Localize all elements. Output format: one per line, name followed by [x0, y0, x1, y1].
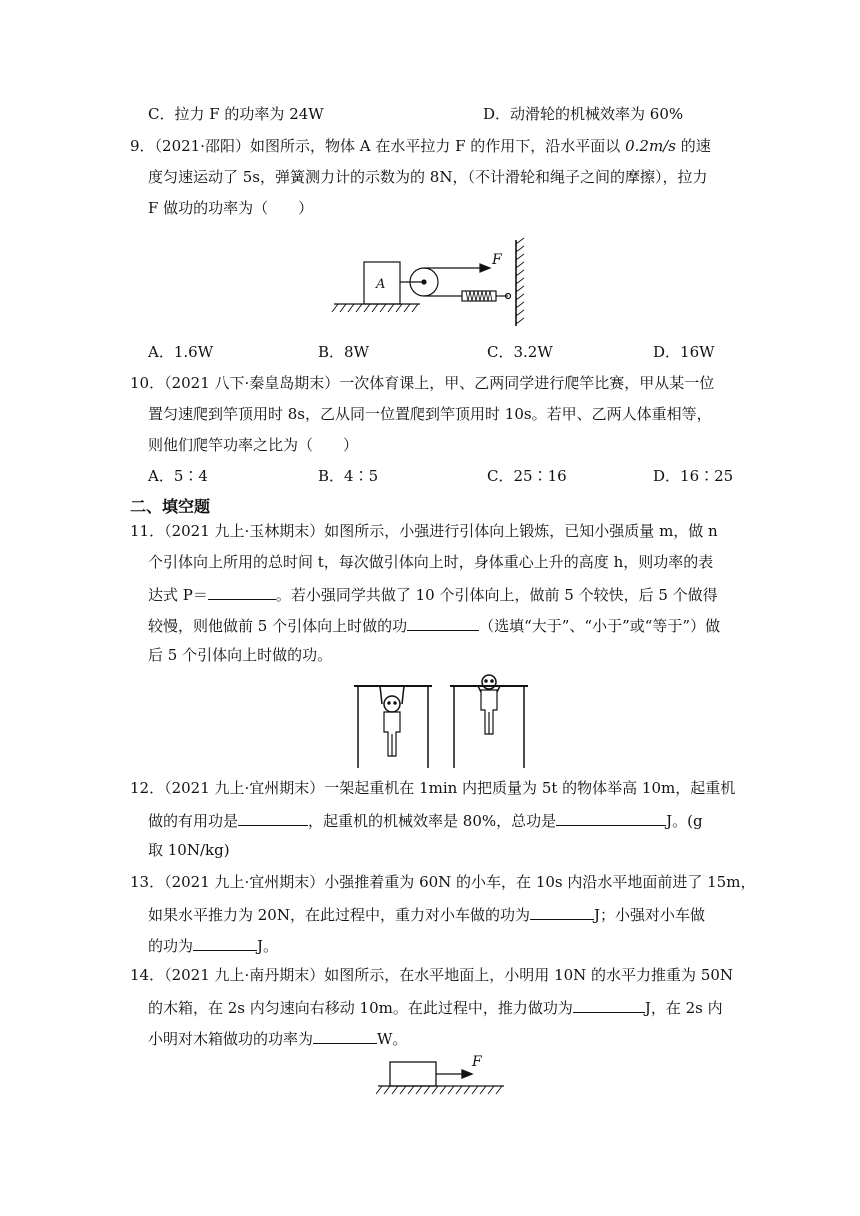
q9-label-a: A [376, 277, 386, 292]
q13-stem-line3: 的功为 J。 [148, 934, 278, 956]
q14-blank-2[interactable] [313, 1027, 377, 1044]
q10-option-b: B．4∶5 [318, 467, 379, 485]
q13-blank-1[interactable] [530, 903, 594, 920]
q12-stem-line3: 取 10N/kg) [148, 841, 230, 859]
q12-stem-line1: 12．（2021 九上·宜州期末）一架起重机在 1min 内把质量为 5t 的物体举高 10m，起重机 [130, 779, 736, 797]
q10-option-c: C．25∶16 [487, 467, 567, 485]
q11-stem-line2: 个引体向上所用的总时间 t，每次做引体向上时，身体重心上升的高度 h，则功率的表 [148, 553, 714, 571]
q14-box [390, 1062, 436, 1086]
q9-stem-line1: 9．（2021·邵阳）如图所示，物体 A 在水平拉力 F 的作用下，沿水平面以 0.2m/s 的速 [130, 137, 711, 155]
q11-person-1-head [384, 696, 400, 712]
q14-box-figure [376, 1052, 506, 1100]
q14-stem-line1: 14．（2021 九上·南丹期末）如图所示，在水平地面上，小明用 10N 的水平力推重为 50N [130, 966, 734, 984]
q11-blank-1[interactable] [208, 583, 276, 600]
q9-option-a: A．1.6W [148, 343, 214, 361]
q11-stem-line4: 较慢，则他做前 5 个引体向上时做的功 （选填“大于”、“小于”或“等于”）做 [148, 614, 720, 636]
q13-blank-2[interactable] [193, 934, 257, 951]
q10-option-a: A．5∶4 [148, 467, 208, 485]
q13-stem-line2: 如果水平推力为 20N，在此过程中，重力对小车做的功为 J；小强对小车做 [148, 903, 705, 925]
q11-stem-line5: 后 5 个引体向上时做的功。 [148, 646, 333, 664]
q14-blank-1[interactable] [573, 996, 645, 1013]
q11-blank-2[interactable] [407, 614, 479, 631]
q14-label-f: F [472, 1054, 482, 1070]
q14-stem-line2: 的木箱，在 2s 内匀速向右移动 10m。在此过程中，推力做功为 J，在 2s 内 [148, 996, 723, 1018]
q10-stem-line3: 则他们爬竿功率之比为（ ） [148, 436, 359, 454]
q11-stem-line3: 达式 P＝ 。若小强同学共做了 10 个引体向上，做前 5 个较快，后 5 个做得 [148, 583, 718, 605]
q9-option-c: C．3.2W [487, 343, 553, 361]
q10-stem-line1: 10．（2021 八下·秦皇岛期末）一次体育课上，甲、乙两同学进行爬竿比赛，甲从某一位 [130, 374, 715, 392]
q9-option-d: D．16W [653, 343, 715, 361]
q13-stem-line1: 13．（2021 九上·宜州期末）小强推着重为 60N 的小车，在 10s 内沿水平地面前进了 15m， [130, 873, 756, 891]
q14-stem-line3: 小明对木箱做功的功率为 W。 [148, 1027, 407, 1049]
q10-option-d: D．16∶25 [653, 467, 734, 485]
q10-stem-line2: 置匀速爬到竿顶用时 8s，乙从同一位置爬到竿顶用时 10s。若甲、乙两人体重相等， [148, 405, 712, 423]
q9-stem-line2: 度匀速运动了 5s，弹簧测力计的示数为的 8N，（不计滑轮和绳子之间的摩擦），拉力 [148, 168, 708, 186]
q12-stem-line2: 做的有用功是 ，起重机的机械效率是 80%，总功是 J。(g [148, 809, 703, 831]
q11-stem-line1: 11．（2021 九上·玉林期末）如图所示，小强进行引体向上锻炼，已知小强质量 m，做 n [130, 522, 718, 540]
section-heading: 二、填空题 [130, 497, 211, 516]
q9-option-b: B．8W [318, 343, 369, 361]
q11-pullup-figure [352, 674, 532, 770]
q9-speed: 0.2m/s [625, 137, 676, 155]
q8-option-d: D．动滑轮的机械效率为 60% [483, 105, 684, 123]
q12-blank-2[interactable] [556, 809, 666, 826]
q12-blank-1[interactable] [238, 809, 308, 826]
q9-stem-line3: F 做功的功率为（ ） [148, 199, 314, 217]
q8-option-c: C．拉力 F 的功率为 24W [148, 105, 324, 123]
q9-label-f: F [492, 252, 502, 268]
q9-pulley-figure [330, 236, 540, 328]
